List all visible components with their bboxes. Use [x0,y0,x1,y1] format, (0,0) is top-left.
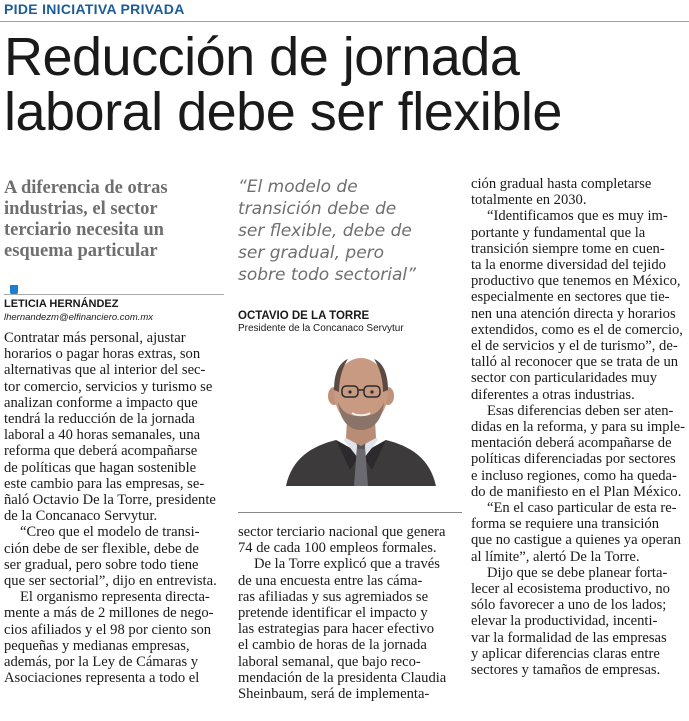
text-line: ción debe de ser flexible, debe de [4,540,199,557]
deck-subtitle [4,178,204,262]
text-line: sector terciario nacional que genera [238,524,446,540]
text-line: mentación deberá acompañarse de [471,435,672,452]
quote-line: “El modelo de [238,177,358,197]
deck-line: terciario necesita un [4,220,164,240]
text-line: reforma que deberá acompañarse [4,443,198,460]
quote-line: sobre todo sectorial” [238,265,416,285]
text-line: do de manifiesto en el Plan México. [471,483,682,500]
text-line: laboral semanal, que bajo reco- [238,653,421,670]
text-line: sólo favorecer a uno de los lados; [471,597,667,614]
portrait-photo [284,350,438,486]
text-line: nen una atención directa y horarios [471,305,676,322]
text-line: cios afiliados y el 98 por ciento son [4,621,212,638]
headline-line: laboral debe ser flexible [4,82,562,142]
text-line: al límite”, alertó De la Torre. [471,548,640,565]
text-line: Sheinbaum, será de implementa- [238,686,430,703]
text-line: 74 de cada 100 empleos formales. [238,540,437,557]
article-column-1 [4,330,228,686]
deck-line: A diferencia de otras [4,178,168,198]
text-line: horarios o pagar horas extras, son [4,346,201,363]
quote-author-role: Presidente de la Concanaco Servytur [238,323,404,334]
text-line: sector con particularidades muy [471,370,657,387]
text-line: Contratar más personal, ajustar [4,330,186,346]
text-line: mendación de la presidenta Claudia [238,669,447,686]
text-line: analizan conforme a impacto que [4,394,198,411]
author-name: LETICIA HERNÁNDEZ [4,298,119,310]
text-line: Dijo que se debe planear forta- [487,564,668,581]
text-line: de una encuesta entre las cáma- [238,572,423,589]
text-line: forma se requiere una transición [471,516,660,533]
text-line: de la Concanaco Servytur. [4,508,158,525]
text-line: este cambio para las empresas, se- [4,475,205,492]
text-line: alternativas que al interior del sec- [4,362,206,379]
text-line: lecer al ecosistema productivo, no [471,581,670,598]
text-line: laboral a 40 horas semanales, una [4,427,201,444]
text-line: además, por la Ley de Cámaras y [4,654,199,671]
text-line: tendrá la reducción de la jornada [4,411,195,428]
text-line: ras afiliadas y sus agremiados se [238,588,429,605]
text-line: ser gradual, pero sobre todo tiene [4,556,199,573]
text-line: pequeñas y medianas empresas, [4,637,190,654]
article-column-3 [471,176,687,678]
text-line: y aplicar diferencias claras entre [471,645,660,662]
author-email: lhernandezm@elfinanciero.com.mx [4,312,154,323]
text-line: elevar la productividad, incenti- [471,613,658,630]
quote-line: transición debe de [238,199,397,219]
section-kicker: PIDE INICIATIVA PRIVADA [4,1,185,17]
text-line: que no castigue a quienes ya operan [471,532,681,549]
text-line: talló al reconocer que se trata de un [471,354,679,371]
text-line: sectores y tamaños de empresas. [471,662,661,679]
quote-line: ser gradual, pero [238,243,385,263]
text-line: var la formalidad de las empresas [471,629,667,646]
headline [4,27,689,142]
text-line: extendidos, como es el de comercio, [471,321,683,338]
text-line: el cambio de horas de la jornada [238,637,427,654]
text-line: Asociaciones representa a todo el [4,670,200,687]
photo-divider [238,512,462,513]
pull-quote [238,176,463,286]
text-line: “En el caso particular de esta re- [487,500,677,517]
text-line: Esas diferencias deben ser aten- [487,402,674,419]
quote-line: ser flexible, debe de [238,221,412,241]
text-line: mente a más de 2 millones de nego- [4,605,214,622]
text-line: El organismo representa directa- [20,589,210,606]
quote-author-name: OCTAVIO DE LA TORRE [238,310,370,322]
deck-line: esquema particular [4,241,158,261]
text-line: ñaló Octavio De la Torre, presidente [4,492,216,509]
text-line: didas en la reforma, y para su imple- [471,419,685,436]
text-line: las estrategias para hacer efectivo [238,621,435,638]
text-line: totalmente en 2030. [471,192,587,209]
text-line: el de servicios y el de turismo”, de- [471,338,678,355]
text-line: pretende identificar el impacto y [238,605,428,622]
text-line: e incluso regiones, como ha queda- [471,467,677,484]
text-line: de políticas que hagan sostenible [4,459,197,476]
text-line: productivo que tenemos en México, [471,273,681,290]
portrait-illustration [284,350,438,486]
text-line: “Creo que el modelo de transi- [20,524,200,541]
byline-divider [4,294,224,295]
text-line: ción gradual hasta completarse [471,176,652,192]
text-line: tor comercio, servicios y turismo se [4,378,213,395]
headline-line: Reducción de jornada [4,27,520,87]
text-line: portante y fundamental que la [471,224,646,241]
text-line: “Identificamos que es muy im- [487,208,668,225]
text-line: especialmente en sectores que tie- [471,289,670,306]
text-line: ta la enorme diversidad del tejido [471,257,666,274]
article-column-2 [238,524,462,702]
top-divider [0,21,689,22]
text-line: que ser sectorial”, dijo en entrevista. [4,573,217,590]
text-line: políticas diferenciadas por sectores [471,451,676,468]
deck-line: industrias, el sector [4,199,158,219]
text-line: De la Torre explicó que a través [254,556,440,573]
text-line: transición siempre tome en cuen- [471,240,665,257]
text-line: diferentes a otras industrias. [471,386,635,403]
